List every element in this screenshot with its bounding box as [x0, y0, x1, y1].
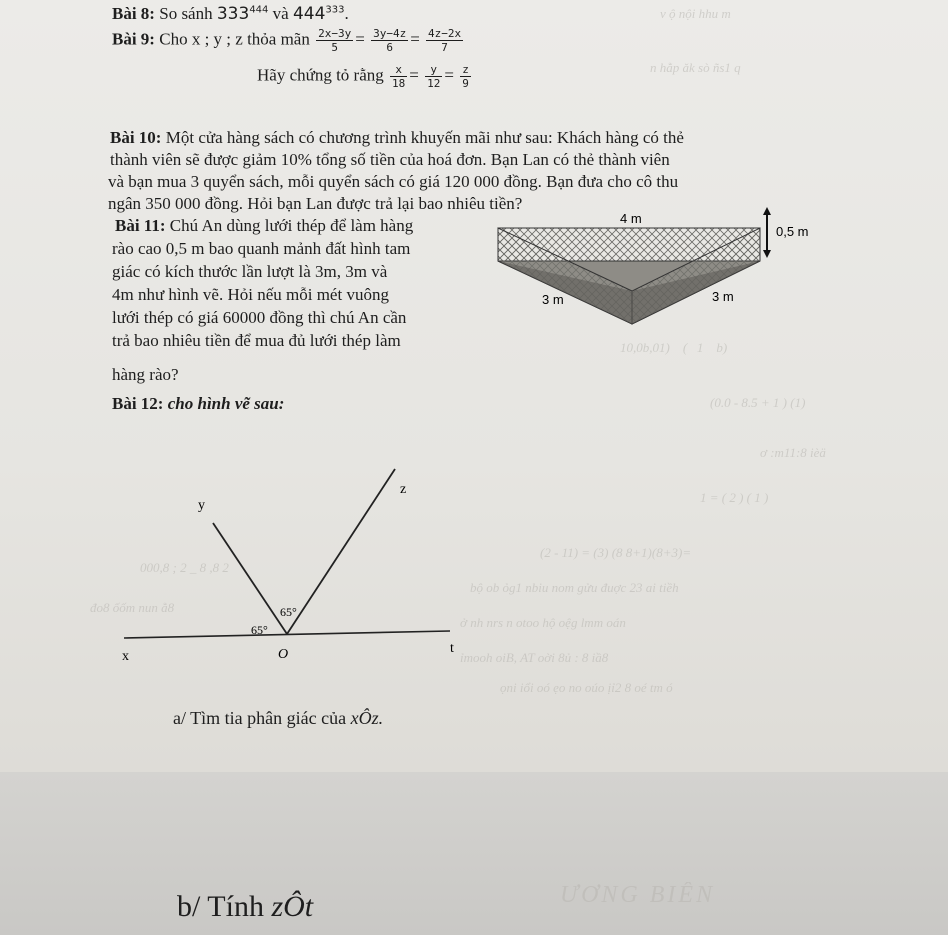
- fraction-z: $\frac{z}{9}$: [462, 63, 469, 90]
- bleed-text: ọni iổi oó ẹo no oúo ịỉ2 8 oé tm ó: [500, 680, 673, 695]
- bleed-text: ở nh nrs n otoo hộ oệg lmm oán: [460, 615, 626, 630]
- problem-8: Bài 8: So sánh $333^{444}$ và $444^{333}$.: [112, 4, 349, 24]
- problem-8-text: So sánh: [159, 4, 213, 23]
- problem-9-prove: Hãy chứng tỏ rằng $\frac{x}{18}$ = $\frac{y}{12}$ = $\frac{z}{9}$: [257, 63, 469, 90]
- label-x: x: [122, 649, 129, 664]
- angle-label-1: 65°: [251, 623, 268, 637]
- fraction-x: $\frac{x}{18}$: [392, 63, 406, 90]
- angle-figure: [110, 465, 480, 665]
- bleed-text: ν ộ nội hhu m: [660, 6, 731, 21]
- problem-10-line-3: và bạn mua 3 quyển sách, mỗi quyển sách có giá 120 000 đồng. Bạn đưa cho cô thu: [108, 172, 679, 191]
- label-3m-right: 3 m: [712, 289, 734, 304]
- bleed-text: 1 = ( 2 ) ( 1 ): [700, 490, 769, 505]
- problem-11-line-2: rào cao 0,5 m bao quanh mảnh đất hình tam: [112, 239, 411, 258]
- problem-12: [112, 394, 284, 414]
- bleed-text: 000,8 ; 2 _ 8 ,8 2: [140, 560, 229, 575]
- bleed-text: ƯƠNG BIÊN: [560, 882, 716, 908]
- problem-11-line-5: lưới thép có giá 60000 đồng thì chú An cần: [112, 308, 407, 327]
- question-b: b/ Tính zÔt: [177, 890, 314, 923]
- problem-11-line-7: hàng rào?: [112, 365, 179, 384]
- power-2: $444^{333}$: [292, 4, 345, 24]
- ray-oz: [287, 469, 395, 634]
- fraction-3: $\frac{4z-2x}{7}$: [428, 27, 462, 54]
- angle-xoz: xÔz.: [350, 708, 384, 728]
- bottom-section: [0, 772, 948, 935]
- fraction-2: $\frac{3y-4z}{6}$: [373, 27, 407, 54]
- problem-10-line-2: thành viên sẽ được giảm 10% tổng số tiền của hoá đơn. Bạn Lan có thẻ thành viên: [110, 150, 670, 169]
- bleed-text: (2 ‑ 11) = (3) (8 8+1)(8+3)=: [540, 545, 692, 560]
- problem-8-label: Bài 8:: [112, 4, 155, 23]
- fraction-y: $\frac{y}{12}$: [427, 63, 441, 90]
- problem-12-label: Bài 12:: [112, 394, 164, 413]
- problem-11-label: Bài 11:: [115, 216, 166, 235]
- problem-10-line-4: ngân 350 000 đồng. Hỏi bạn Lan được trả lại bao nhiêu tiền?: [108, 194, 523, 213]
- label-3m-left: 3 m: [542, 292, 564, 307]
- label-height: 0,5 m: [776, 224, 809, 239]
- problem-11-line-4: 4m như hình vẽ. Hỏi nếu mỗi mét vuông: [112, 285, 389, 304]
- arrow-head-down: [763, 250, 771, 258]
- power-1: $333^{444}$: [216, 4, 269, 24]
- problem-10-label: Bài 10:: [110, 128, 162, 147]
- bleed-text: 10,0b,01) ( 1 b): [620, 340, 728, 355]
- bleed-text: ơ :m11:8 ièä: [760, 445, 826, 460]
- problem-11-line-3: giác có kích thước lần lượt là 3m, 3m và: [112, 262, 388, 281]
- problem-9: Bài 9: Cho x ; y ; z thỏa mãn $\frac{2x-3y}{5}$ = $\frac{3y-4z}{6}$ = $\frac{4z-2x}{7}$: [112, 27, 462, 54]
- bleed-text: ỉmooh oiB, AT oời 8ủ : 8 iầ8: [460, 650, 609, 665]
- bleed-text: đo8 ốốm nun ằ8: [90, 600, 175, 615]
- fraction-1: $\frac{2x-3y}{5}$: [318, 27, 352, 54]
- question-a: a/ Tìm tia phân giác của xÔz.: [173, 708, 384, 728]
- label-z: z: [400, 482, 407, 497]
- line-xt: [124, 631, 450, 638]
- label-4m: 4 m: [620, 211, 642, 226]
- problem-9-label: Bài 9:: [112, 29, 155, 49]
- problem-12-text: cho hình vẽ sau:: [167, 394, 285, 413]
- ray-oy: [213, 523, 287, 634]
- label-y: y: [198, 498, 205, 513]
- problem-11-line-6: trả bao nhiêu tiền để mua đủ lưới thép làm: [112, 331, 401, 350]
- label-o: O: [278, 647, 289, 662]
- label-t: t: [450, 641, 454, 656]
- angle-label-2: 65°: [280, 605, 297, 619]
- prove-text: Hãy chứng tỏ rằng: [257, 65, 384, 85]
- problem-11-line-1: Bài 11: Chú An dùng lưới thép để làm hàng: [115, 216, 414, 235]
- arrow-head-up: [763, 207, 771, 215]
- bleed-text: n hằp ǎk sò ñs1 q: [650, 60, 741, 75]
- fence-figure: [480, 206, 810, 336]
- bleed-text: (0.0 - 8.5 + 1 ) (1): [710, 395, 806, 410]
- bleed-text: bộ ob ỏg1 nbiu nom gửu đuợc 23 ai tiềh: [470, 580, 679, 595]
- problem-9-text: Cho x ; y ; z thỏa mãn: [159, 29, 310, 49]
- angle-zot: zÔt: [271, 890, 314, 923]
- and-word: và: [272, 4, 289, 23]
- problem-10-line-1: Bài 10: Một cửa hàng sách có chương trình khuyến mãi như sau: Khách hàng có thẻ: [110, 128, 684, 147]
